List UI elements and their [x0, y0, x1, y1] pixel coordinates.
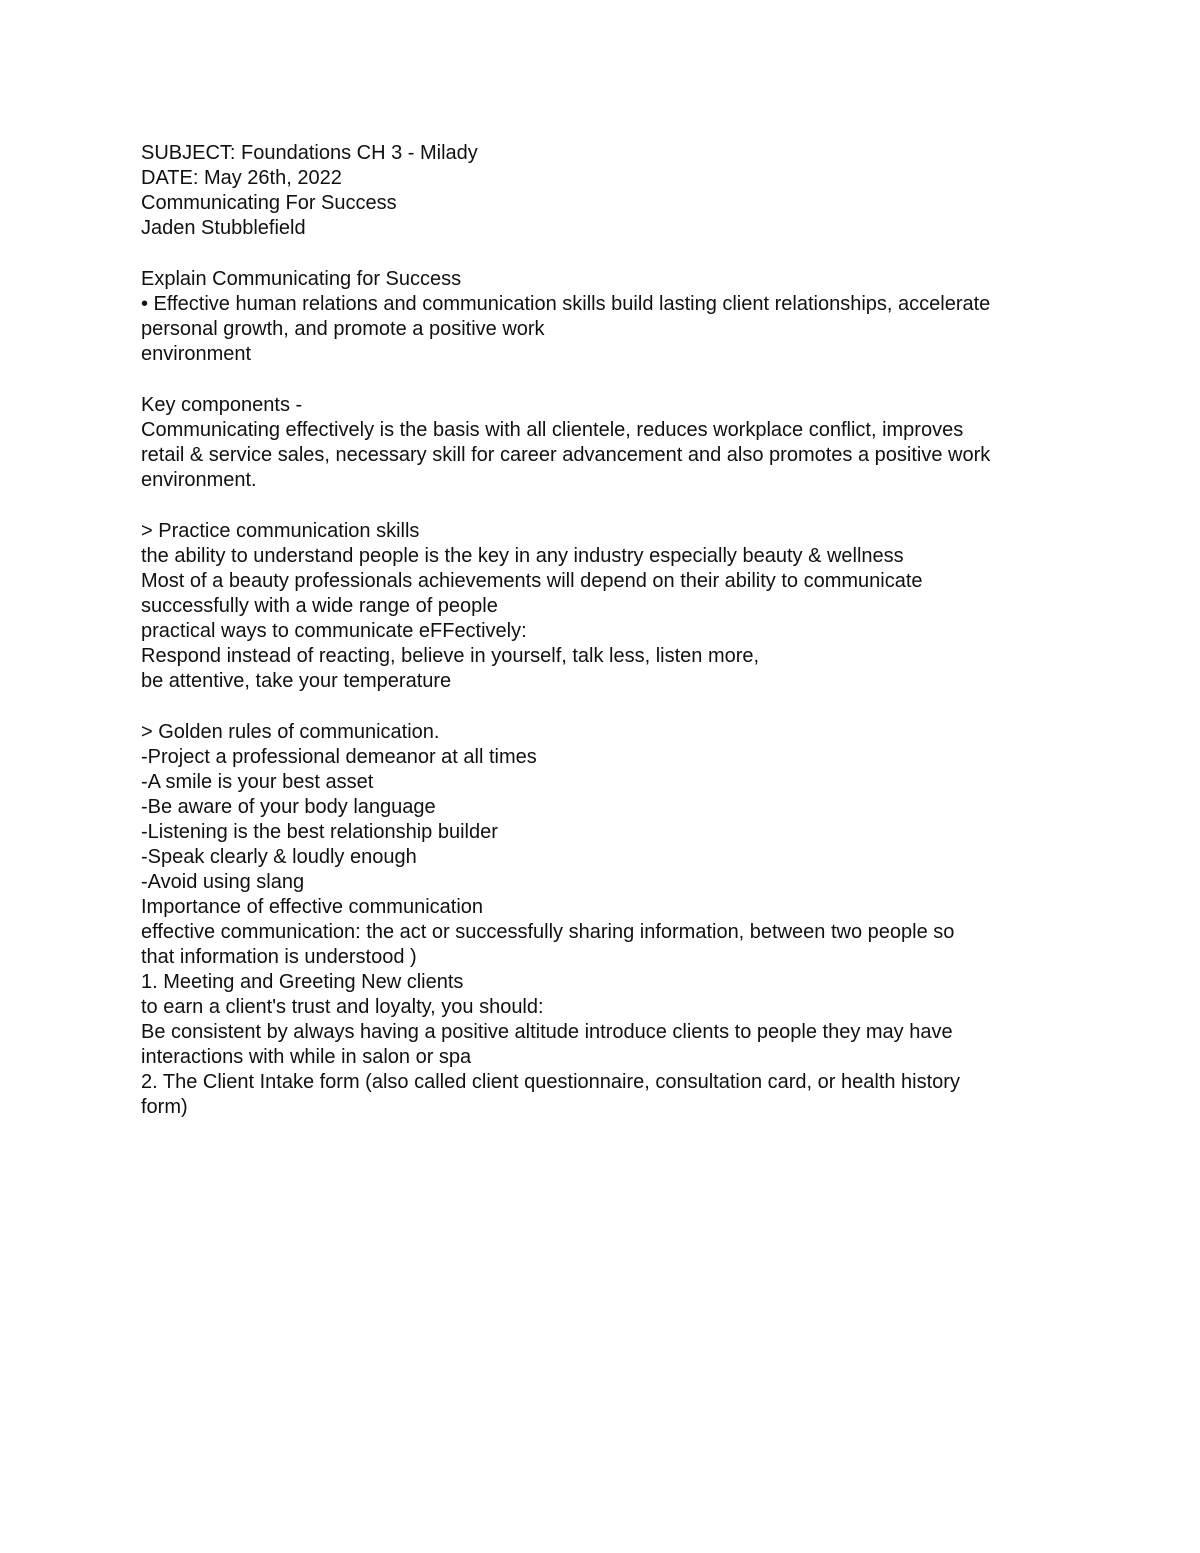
golden-rules-line: 2. The Client Intake form (also called client questionnaire, consultation card, or health history — [141, 1071, 960, 1093]
golden-rules-line: that information is understood ) — [141, 946, 417, 968]
golden-rules-line: interactions with while in salon or spa — [141, 1046, 472, 1068]
blank-line — [141, 493, 1071, 519]
blank-line — [141, 367, 1071, 393]
golden-rules-line: -Speak clearly & loudly enough — [141, 846, 417, 868]
golden-rules-heading: > Golden rules of communication. — [141, 721, 440, 743]
explain-line: • Effective human relations and communication skills build lasting client relationships, accelerate — [141, 293, 991, 315]
key-components-line: retail & service sales, necessary skill for career advancement and also promotes a positive work — [141, 444, 991, 466]
golden-rules-line: Importance of effective communication — [141, 896, 484, 918]
golden-rules-line: -A smile is your best asset — [141, 771, 374, 793]
explain-heading: Explain Communicating for Success — [141, 268, 462, 290]
golden-rules-line: -Be aware of your body language — [141, 796, 436, 818]
practice-line: be attentive, take your temperature — [141, 670, 452, 692]
golden-rules-line: Be consistent by always having a positive altitude introduce clients to people they may have — [141, 1021, 953, 1043]
golden-rules-line: 1. Meeting and Greeting New clients — [141, 971, 464, 993]
golden-rules-line: form) — [141, 1096, 188, 1118]
blank-line — [141, 694, 1071, 720]
practice-line: Most of a beauty professionals achievements will depend on their ability to communicate — [141, 570, 923, 592]
golden-rules-line: to earn a client's trust and loyalty, you should: — [141, 996, 544, 1018]
document-title: Communicating For Success — [141, 192, 397, 214]
key-components-line: Communicating effectively is the basis with all clientele, reduces workplace conflict, improves — [141, 419, 964, 441]
document-body — [141, 141, 1071, 1120]
golden-rules-line: effective communication: the act or successfully sharing information, between two people so — [141, 921, 955, 943]
golden-rules-line: -Listening is the best relationship builder — [141, 821, 498, 843]
practice-heading: > Practice communication skills — [141, 520, 420, 542]
key-components-line: environment. — [141, 469, 257, 491]
golden-rules-line: -Avoid using slang — [141, 871, 305, 893]
key-components-heading: Key components - — [141, 394, 303, 416]
practice-line: Respond instead of reacting, believe in yourself, talk less, listen more, — [141, 645, 760, 667]
practice-line: practical ways to communicate eFFectively: — [141, 620, 527, 642]
author-name: Jaden Stubblefield — [141, 217, 306, 239]
subject-line: SUBJECT: Foundations CH 3 - Milady — [141, 142, 478, 164]
practice-line: the ability to understand people is the key in any industry especially beauty & wellness — [141, 545, 904, 567]
explain-line: personal growth, and promote a positive work — [141, 318, 545, 340]
date-line: DATE: May 26th, 2022 — [141, 167, 342, 189]
practice-line: successfully with a wide range of people — [141, 595, 498, 617]
golden-rules-line: -Project a professional demeanor at all times — [141, 746, 537, 768]
blank-line — [141, 241, 1071, 267]
explain-line: environment — [141, 343, 252, 365]
